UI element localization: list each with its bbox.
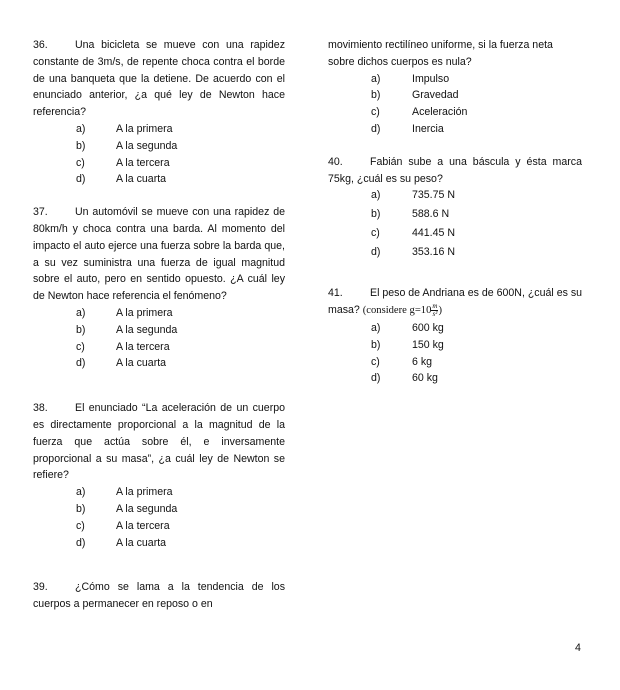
question-text: Un automóvil se mueve con una rapidez de 80km/h y choca contra una barda. Al momento del impacto el auto ejerce una fuerza sobre la barda que, a su vez suministra una fuerza de igual magnitud sobre el auto, pero en sentido opuesto. ¿A cuál ley de Newton hace referencia el fenómeno? (33, 206, 285, 303)
question-41 (328, 285, 582, 387)
option-text: A la segunda (116, 139, 178, 152)
option-letter: b) (371, 208, 381, 221)
option-letter: c) (76, 156, 85, 169)
option-letter: d) (371, 372, 381, 385)
fraction-denominator: s² (432, 310, 438, 319)
option-a[interactable] (33, 121, 285, 138)
option-text: A la tercera (116, 340, 170, 353)
option-a[interactable] (328, 71, 582, 88)
option-c[interactable] (33, 518, 285, 535)
question-stem (328, 285, 582, 320)
question-39-continued (328, 37, 582, 138)
question-number: 41. (328, 287, 343, 300)
option-list (328, 187, 582, 263)
option-b[interactable] (33, 501, 285, 518)
option-letter: d) (371, 122, 381, 135)
question-number: 36. (33, 39, 48, 51)
option-text: A la cuarta (116, 536, 167, 549)
question-text: Una bicicleta se mueve con una rapidez constante de 3m/s, de repente choca contra el borde de una banqueta que la detiene. De acuerdo con el enunciado anterior, ¿a qué ley de Newton hace referencia? (33, 39, 285, 119)
question-37 (33, 204, 285, 372)
option-letter: b) (76, 139, 86, 152)
question-38 (33, 400, 285, 551)
option-text: A la cuarta (116, 173, 167, 186)
question-stem (328, 154, 582, 188)
option-list (33, 121, 285, 188)
option-letter: b) (76, 502, 86, 515)
question-text: El enunciado “La aceleración de un cuerpo es directamente proporcional a la magnitud de la fuerza que actúa sobre él, e inversamente proporcional a su masa”, ¿a cuál ley de Newton se refiere? (33, 402, 285, 482)
option-list (328, 71, 582, 138)
option-list (328, 320, 582, 387)
option-letter: d) (371, 246, 381, 259)
option-text: A la tercera (116, 156, 170, 169)
option-letter: c) (76, 519, 85, 532)
option-d[interactable] (328, 121, 582, 138)
question-text-continuation: movimiento rectilíneo uniforme, si la fuerza neta sobre dichos cuerpos es nula? (328, 39, 553, 68)
option-letter: b) (371, 89, 381, 102)
option-text: A la primera (116, 486, 173, 499)
question-39 (33, 579, 285, 613)
question-text: Fabián sube a una báscula y ésta marca 75kg, ¿cuál es su peso? (328, 155, 582, 185)
question-number: 39. (33, 581, 48, 594)
hint-prefix: (considere g=10 (362, 305, 432, 317)
option-letter: d) (76, 357, 86, 370)
hint-suffix: ) (438, 305, 442, 317)
option-text: Gravedad (412, 89, 459, 102)
option-b[interactable] (328, 337, 582, 354)
option-letter: b) (76, 323, 86, 336)
option-letter: c) (371, 227, 380, 240)
option-c[interactable] (33, 339, 285, 356)
option-d[interactable] (328, 244, 582, 263)
question-stem (33, 400, 285, 484)
question-stem (33, 579, 285, 613)
option-letter: a) (371, 72, 381, 85)
option-letter: d) (76, 173, 86, 186)
option-a[interactable] (328, 320, 582, 337)
option-text: 588.6 N (412, 208, 450, 221)
question-stem (33, 37, 285, 121)
option-a[interactable] (33, 305, 285, 322)
option-list (33, 484, 285, 551)
option-c[interactable] (33, 155, 285, 172)
option-text: 6 kg (412, 355, 433, 368)
page-number: 4 (575, 642, 581, 654)
question-number: 38. (33, 402, 48, 415)
option-text: Aceleración (412, 106, 468, 119)
option-letter: c) (371, 355, 380, 368)
question-number: 40. (328, 155, 343, 168)
question-stem (33, 204, 285, 305)
option-d[interactable] (33, 171, 285, 188)
option-d[interactable] (33, 535, 285, 552)
option-a[interactable] (328, 187, 582, 206)
option-letter: a) (371, 321, 381, 334)
option-letter: a) (76, 122, 86, 135)
option-a[interactable] (33, 484, 285, 501)
option-b[interactable] (33, 138, 285, 155)
option-text: A la segunda (116, 502, 178, 515)
option-text: A la primera (116, 306, 173, 319)
option-letter: c) (371, 106, 380, 119)
question-text: El peso de Andriana es de 600N, ¿cuál es su masa? (328, 287, 583, 317)
question-text: ¿Cómo se lama a la tendencia de los cuerpos a permanecer en reposo o en (33, 581, 285, 611)
option-letter: a) (76, 306, 86, 319)
option-c[interactable] (328, 104, 582, 121)
option-c[interactable] (328, 354, 582, 371)
fraction-numerator: m (432, 302, 438, 311)
option-d[interactable] (33, 355, 285, 372)
option-d[interactable] (328, 370, 582, 387)
right-column (328, 37, 582, 387)
option-text: Inercia (412, 122, 444, 135)
option-letter: a) (371, 189, 381, 202)
option-letter: b) (371, 338, 381, 351)
option-text: 60 kg (412, 372, 438, 385)
option-text: A la primera (116, 122, 173, 135)
option-text: 150 kg (412, 338, 444, 351)
question-40 (328, 154, 582, 264)
option-letter: a) (76, 486, 86, 499)
gravity-hint (362, 302, 442, 319)
question-number: 37. (33, 206, 48, 219)
question-36 (33, 37, 285, 188)
option-text: 353.16 N (412, 246, 455, 259)
option-text: A la tercera (116, 519, 170, 532)
option-text: A la segunda (116, 323, 178, 336)
option-text: Impulso (412, 72, 450, 85)
option-b[interactable] (328, 87, 582, 104)
option-text: A la cuarta (116, 357, 167, 370)
option-b[interactable] (328, 206, 582, 225)
option-text: 735.75 N (412, 189, 455, 202)
option-text: 441.45 N (412, 227, 455, 240)
left-column (33, 37, 285, 613)
option-text: 600 kg (412, 321, 444, 334)
option-letter: d) (76, 536, 86, 549)
option-list (33, 305, 285, 372)
option-letter: c) (76, 340, 85, 353)
option-c[interactable] (328, 225, 582, 244)
option-b[interactable] (33, 322, 285, 339)
